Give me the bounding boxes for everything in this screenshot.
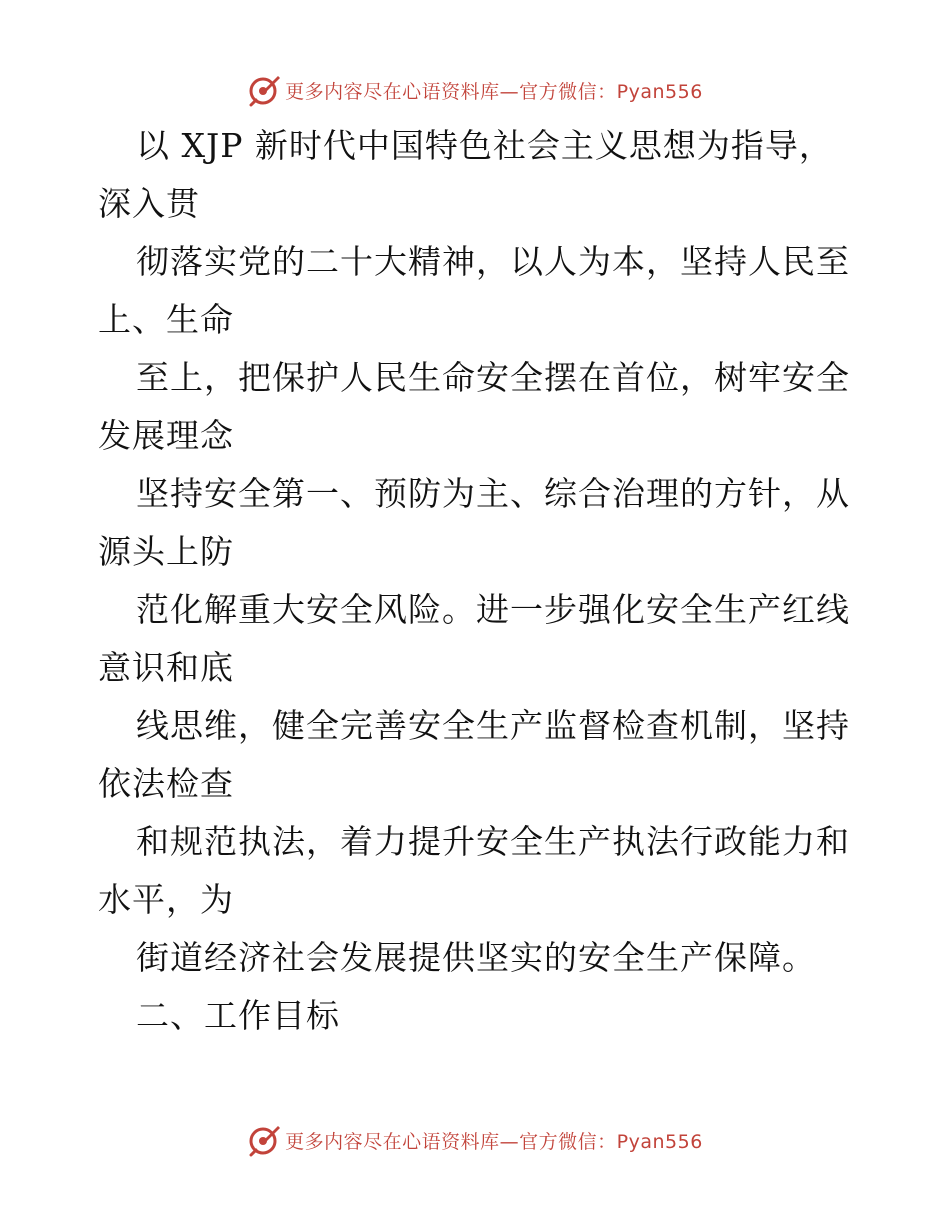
text-line: 范化解重大安全风险。进一步强化安全生产红线	[136, 590, 850, 629]
watermark-text: 更多内容尽在心语资料库—官方微信：Pyan556	[285, 80, 703, 103]
text-line: 水平，为	[98, 880, 234, 919]
text-line: 发展理念	[98, 416, 234, 455]
text-line: 依法检查	[98, 764, 234, 803]
text-line: 源头上防	[98, 532, 234, 571]
text-line: 线思维，健全完善安全生产监督检查机制，坚持	[136, 706, 850, 745]
text-line: 街道经济社会发展提供坚实的安全生产保障。	[136, 938, 816, 977]
watermark-text: 更多内容尽在心语资料库—官方微信：Pyan556	[285, 1130, 703, 1153]
text-line: 以 XJP 新时代中国特色社会主义思想为指导，	[136, 126, 833, 165]
text-line: 至上，把保护人民生命安全摆在首位，树牢安全	[136, 358, 850, 397]
text-line: 意识和底	[98, 648, 234, 687]
watermark-banner-bottom	[0, 1120, 950, 1160]
quill-logo-icon	[247, 1123, 281, 1157]
text-line: 和规范执法，着力提升安全生产执法行政能力和	[136, 822, 850, 861]
text-line: 上、生命	[98, 300, 234, 339]
section-heading: 二、工作目标	[136, 996, 340, 1035]
text-line: 坚持安全第一、预防为主、综合治理的方针，从	[136, 474, 850, 513]
text-line: 彻落实党的二十大精神，以人为本，坚持人民至	[136, 242, 850, 281]
text-line: 深入贯	[98, 184, 200, 223]
